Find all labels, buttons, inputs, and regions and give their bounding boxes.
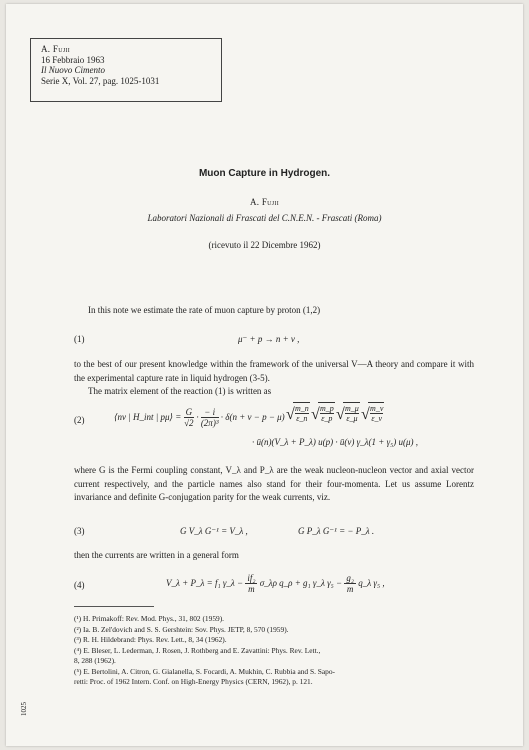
eq2-sqrt-mu: √ $\frac{m\_\mu}{\varepsilon\_\mu}$ xyxy=(336,404,359,424)
eq2-sqrt-nu: √ $\frac{m\_\nu}{\varepsilon\_\nu}$ xyxy=(361,404,384,424)
footnotes xyxy=(74,614,478,688)
eq2-delta: · δ(n + ν − p − μ) xyxy=(220,412,285,422)
eq4-part-b: σ_λρ q_ρ + g₁ γ_λ γ₅ − xyxy=(259,578,343,588)
footnote-4: (⁴) E. Bleser, L. Lederman, J. Rosen, J. Rothberg and E. Zavattini: Phys. Rev. Lett., xyxy=(74,645,321,655)
citation-series: Serie X, Vol. 27, pag. 1025-1031 xyxy=(41,75,160,86)
paragraph-4: where G is the Fermi coupling constant, V_λ and P_λ are the weak nucleon-nucleon vector and axial vector current respectively, and the particle names also stand for their four-momenta. Let us assume Lorentz invariance and definite G-conjugation parity for the weak currents, viz. xyxy=(74,465,474,503)
eq2-lhs: ⟨nν | H_int | pμ⟩ = xyxy=(114,412,182,422)
equation-2-line2: · ū(n)(V_λ + P_λ) u(p) · ū(ν) γ_λ(1 + γ₅) u(μ) , xyxy=(252,437,419,447)
eq2-frac-i: $\frac{- i}{\text{(2π)³}}$ xyxy=(200,407,219,429)
paper-title: Muon Capture in Hydrogen. xyxy=(198,168,331,179)
eq4-frac-f2: $\frac{\text{if₂}}{m}$ xyxy=(247,573,256,595)
equation-3a: G V_λ G⁻¹ = V_λ , xyxy=(180,526,248,536)
eq4-part-c: q_λ γ₅ , xyxy=(358,578,385,588)
eq4-frac-g2: $\frac{\text{g₂}}{m}$ xyxy=(346,573,354,595)
paragraph-3: The matrix element of the reaction (1) is written as xyxy=(88,386,272,396)
footnote-rule xyxy=(74,606,154,607)
citation-author: A. Fujii xyxy=(41,44,71,54)
equation-1: μ⁻ + p → n + ν , xyxy=(238,334,300,344)
eq4-number: (4) xyxy=(74,580,85,590)
eq4-part-a: V_λ + P_λ = f₁ γ_λ − xyxy=(166,578,244,588)
footnote-5-cont: retti: Proc. of 1962 Intern. Conf. on High-Energy Physics (CERN, 1962), p. 121. xyxy=(74,677,313,686)
paper-author: A. Fujii xyxy=(249,197,280,207)
citation-date: 16 Febbraio 1963 xyxy=(41,54,105,65)
paragraph-1: In this note we estimate the rate of muon capture by proton (1,2) xyxy=(88,305,321,315)
paper-page xyxy=(6,4,523,746)
eq2-sqrt-n: √ $\frac{m\_n}{\varepsilon\_n}$ xyxy=(285,404,309,424)
paragraph-2: to the best of our present knowledge within the framework of the universal V—A theory and compare it with the experimental capture rate in liquid hydrogen (3-5). xyxy=(74,359,474,383)
footnote-4-cont: 8, 288 (1962). xyxy=(74,656,116,665)
footnote-1: (¹) H. Primakoff: Rev. Mod. Phys., 31, 802 (1959). xyxy=(74,614,225,623)
side-page-number: 1025 xyxy=(20,702,28,716)
footnote-2: (²) Ia. B. Zel'dovich and S. S. Gershtein: Sov. Phys. JETP, 8, 570 (1959). xyxy=(74,624,289,634)
equation-4 xyxy=(166,572,385,594)
eq3-number: (3) xyxy=(74,526,85,536)
footnote-5: (⁵) E. Bertolini, A. Citron, G. Gialanella, S. Focardi, A. Mukhin, C. Rubbia and S. Sapo- xyxy=(74,666,336,676)
received-date: (ricevuto il 22 Dicembre 1962) xyxy=(208,240,321,250)
equation-3b: G P_λ G⁻¹ = − P_λ . xyxy=(298,526,375,536)
equation-2: ⟨nν | H_int | pμ⟩ = $\frac{G}{√2}$ · $\frac{- i}{\text{(2π)³}}$ · δ(n + ν − p − μ) √ $\frac{m\_n}{\varepsilon\_n}$ √ $\frac{m\_p}{\varepsilon\_p}$ √ $\frac{m\_\mu}{\varepsilon\_\mu}$ √ $\frac{m\_\nu}{\varepsilon\_\nu}$ xyxy=(114,402,384,433)
paper-affiliation: Laboratori Nazionali di Frascati del C.N.E.N. - Frascati (Roma) xyxy=(147,213,382,223)
citation-box xyxy=(30,38,222,102)
eq2-number: (2) xyxy=(74,415,85,425)
paragraph-5: then the currents are written in a general form xyxy=(74,550,239,560)
eq2-sqrt-p: √ $\frac{m\_p}{\varepsilon\_p}$ xyxy=(310,404,334,424)
eq2-frac-g: $\frac{G}{√2}$ xyxy=(184,407,194,429)
eq1-number: (1) xyxy=(74,334,85,344)
footnote-3: (³) R. H. Hildebrand: Phys. Rev. Lett., 8, 34 (1962). xyxy=(74,635,227,644)
citation-journal: Il Nuovo Cimento xyxy=(41,65,105,75)
